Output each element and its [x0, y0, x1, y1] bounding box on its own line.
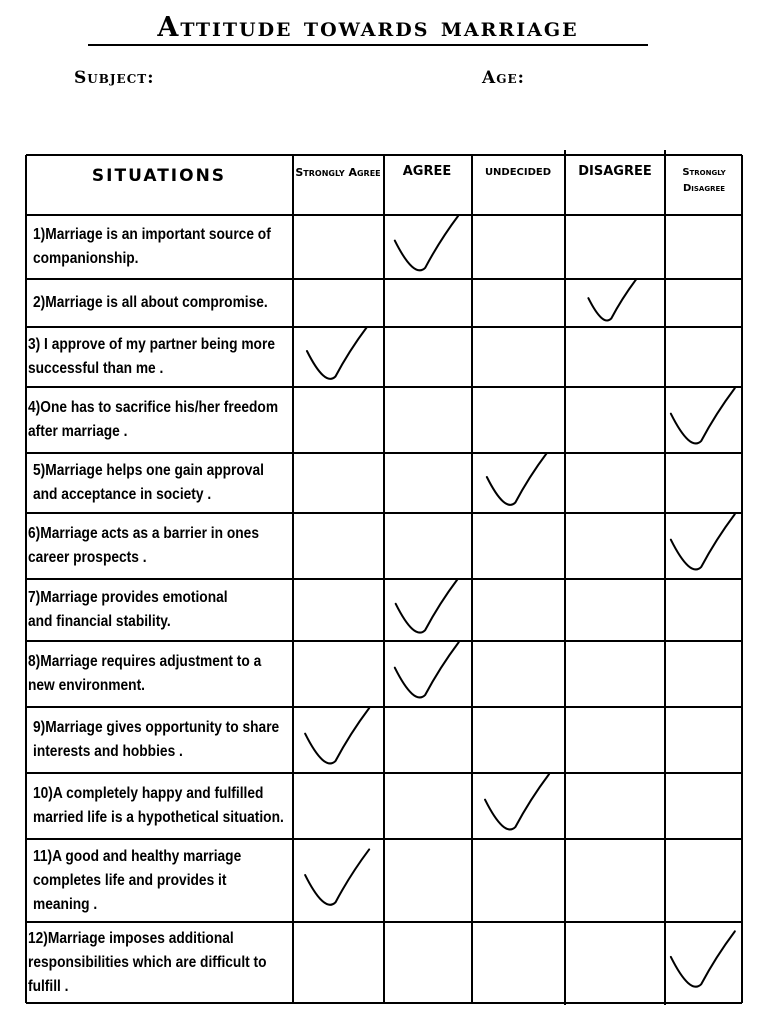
- situation-text: 2)Marriage is all about compromise.: [33, 294, 268, 311]
- header-strongly-disagree: Strongly Disagree: [682, 167, 726, 194]
- situation-text: 9)Marriage gives opportunity to share interests and hobbies .: [33, 719, 280, 760]
- subject-label: Subject:: [74, 68, 155, 88]
- age-label: Age:: [482, 68, 525, 88]
- situation-text: 11)A good and healthy marriage completes life and provides it meaning .: [33, 847, 242, 913]
- header-strongly-agree: Strongly Agree: [295, 166, 381, 179]
- situation-text: 3) I approve of my partner being more successful than me .: [28, 336, 275, 377]
- situation-text: 1)Marriage is an important source of companionship.: [33, 226, 271, 267]
- page-title: Attitude towards marriage: [157, 12, 579, 43]
- situation-text: 10)A completely happy and fulfilled married life is a hypothetical situation.: [33, 785, 284, 826]
- situation-text: 4)One has to sacrifice his/her freedom after marriage .: [28, 399, 279, 440]
- header-disagree: DISAGREE: [578, 164, 652, 179]
- situation-text: 6)Marriage acts as a barrier in ones career prospects .: [28, 525, 259, 566]
- header-situations: SITUATIONS: [91, 166, 227, 186]
- header-agree: AGREE: [402, 164, 452, 179]
- situation-text: 8)Marriage requires adjustment to a new environment.: [28, 653, 262, 694]
- situation-text: 7)Marriage provides emotional and financial stability.: [28, 589, 228, 630]
- situation-text: 12)Marriage imposes additional responsibilities which are difficult to fulfill .: [28, 929, 267, 995]
- situation-text: 5)Marriage helps one gain approval and acceptance in society .: [33, 462, 264, 503]
- header-undecided: UNDECIDED: [484, 167, 552, 178]
